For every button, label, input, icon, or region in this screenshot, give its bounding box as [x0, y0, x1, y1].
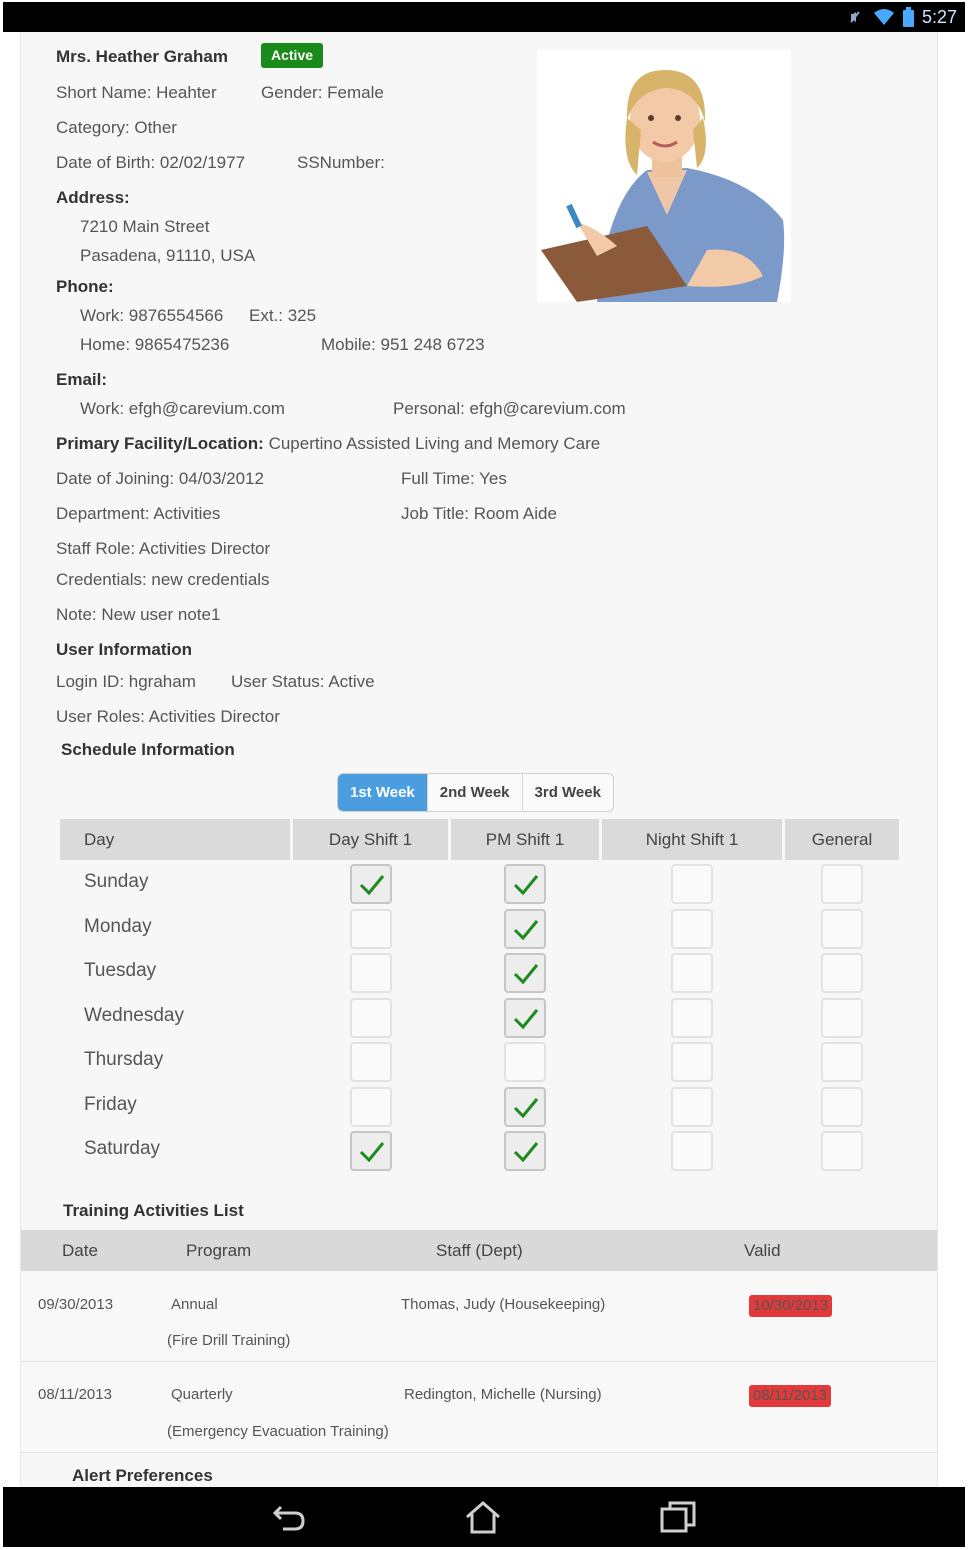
pm-shift-checkbox[interactable]	[504, 953, 546, 993]
date-of-joining: Date of Joining: 04/03/2012	[56, 469, 264, 488]
home-phone: Home: 9865475236	[80, 335, 230, 354]
training-date: 09/30/2013	[38, 1296, 114, 1313]
column-header-day-shift: Day Shift 1	[293, 819, 448, 860]
column-header-program: Program	[186, 1241, 252, 1260]
day-label: Sunday	[84, 871, 149, 892]
pm-shift-checkbox[interactable]	[504, 909, 546, 949]
training-date: 08/11/2013	[38, 1386, 112, 1403]
primary-facility	[56, 434, 600, 454]
night-shift-checkbox[interactable]	[671, 1042, 713, 1082]
valid-badge: 10/30/2013	[749, 1295, 832, 1317]
staff-role: Staff Role: Activities Director	[56, 539, 271, 558]
phone-label: Phone:	[56, 277, 114, 296]
day-shift-checkbox[interactable]	[350, 1131, 392, 1171]
navigation-bar	[3, 1487, 965, 1547]
table-row[interactable]	[21, 1363, 937, 1453]
checkmark-icon	[512, 1095, 540, 1121]
checkmark-icon	[512, 872, 540, 898]
day-label: Thursday	[84, 1049, 164, 1070]
checkmark-icon	[512, 1006, 540, 1032]
profile-photo	[537, 50, 791, 302]
department: Department: Activities	[56, 504, 221, 523]
night-shift-checkbox[interactable]	[671, 998, 713, 1038]
personal-email[interactable]: Personal: efgh@carevium.com	[393, 399, 626, 418]
day-label: Friday	[84, 1094, 137, 1115]
day-label: Monday	[84, 916, 152, 937]
status-badge: Active	[261, 43, 323, 68]
pm-shift-checkbox[interactable]	[504, 1131, 546, 1171]
general-checkbox[interactable]	[821, 909, 863, 949]
day-shift-checkbox[interactable]	[350, 998, 392, 1038]
checkmark-icon	[512, 1139, 540, 1165]
day-label: Wednesday	[84, 1005, 184, 1026]
checkmark-icon	[358, 1139, 386, 1165]
checkmark-icon	[358, 872, 386, 898]
day-shift-checkbox[interactable]	[350, 1087, 392, 1127]
night-shift-checkbox[interactable]	[671, 1087, 713, 1127]
training-program-detail: (Emergency Evacuation Training)	[167, 1423, 389, 1440]
staff-name: Mrs. Heather Graham	[56, 47, 228, 66]
tab-1st-week[interactable]: 1st Week	[338, 774, 428, 811]
column-header-staff: Staff (Dept)	[436, 1241, 523, 1260]
status-icons	[847, 6, 957, 28]
column-header-day: Day	[60, 819, 290, 860]
work-phone: Work: 9876554566	[80, 306, 224, 325]
column-header-general: General	[785, 819, 899, 860]
credentials: Credentials: new credentials	[56, 570, 270, 589]
battery-icon	[903, 7, 914, 27]
checkmark-icon	[512, 961, 540, 987]
wifi-icon	[873, 8, 895, 26]
tab-2nd-week[interactable]: 2nd Week	[428, 774, 523, 811]
training-staff: Thomas, Judy (Housekeeping)	[401, 1296, 606, 1313]
note: Note: New user note1	[56, 605, 221, 624]
day-shift-checkbox[interactable]	[350, 909, 392, 949]
general-checkbox[interactable]	[821, 998, 863, 1038]
day-shift-checkbox[interactable]	[350, 953, 392, 993]
address-line-1: 7210 Main Street	[80, 217, 210, 236]
general-checkbox[interactable]	[821, 864, 863, 904]
schedule-title: Schedule Information	[61, 740, 235, 759]
night-shift-checkbox[interactable]	[671, 1131, 713, 1171]
address-label: Address:	[56, 188, 130, 207]
day-shift-checkbox[interactable]	[350, 864, 392, 904]
pm-shift-checkbox[interactable]	[504, 998, 546, 1038]
day-label: Saturday	[84, 1138, 161, 1159]
alert-preferences-label: Alert Preferences	[72, 1466, 213, 1485]
training-program-detail: (Fire Drill Training)	[167, 1332, 291, 1349]
tab-3rd-week[interactable]: 3rd Week	[534, 784, 601, 801]
home-icon[interactable]	[463, 1499, 503, 1535]
user-info-label: User Information	[56, 640, 193, 659]
address-line-2: Pasadena, 91110, USA	[80, 246, 256, 265]
column-header-valid: Valid	[744, 1241, 781, 1260]
clock: 5:27	[921, 6, 957, 27]
email-label: Email:	[56, 370, 108, 389]
table-row[interactable]	[21, 1272, 937, 1362]
general-checkbox[interactable]	[821, 1042, 863, 1082]
training-program: Quarterly	[171, 1386, 233, 1403]
general-checkbox[interactable]	[821, 1131, 863, 1171]
column-header-date: Date	[62, 1241, 98, 1260]
training-table-header	[21, 1230, 937, 1271]
category: Category: Other	[56, 118, 177, 137]
ssn: SSNumber:	[297, 153, 385, 172]
staff-profile-page	[20, 32, 938, 1487]
column-header-night-shift: Night Shift 1	[602, 819, 782, 860]
short-name: Short Name: Heahter	[56, 83, 217, 102]
user-roles: User Roles: Activities Director	[56, 707, 280, 726]
valid-badge: 08/11/2013	[749, 1385, 831, 1407]
pm-shift-checkbox[interactable]	[504, 1042, 546, 1082]
pm-shift-checkbox[interactable]	[504, 864, 546, 904]
week-tabs	[337, 773, 614, 812]
pm-shift-checkbox[interactable]	[504, 1087, 546, 1127]
recent-apps-icon[interactable]	[658, 1499, 698, 1535]
training-title: Training Activities List	[63, 1201, 244, 1220]
gender: Gender: Female	[261, 83, 384, 102]
night-shift-checkbox[interactable]	[671, 909, 713, 949]
date-of-birth: Date of Birth: 02/02/1977	[56, 153, 246, 172]
user-status: User Status: Active	[231, 672, 375, 691]
facility-label: Primary Facility/Location:	[56, 434, 264, 453]
mute-icon	[847, 8, 865, 26]
facility-value: Cupertino Assisted Living and Memory Care	[263, 434, 601, 453]
night-shift-checkbox[interactable]	[671, 864, 713, 904]
general-checkbox[interactable]	[821, 1087, 863, 1127]
training-program: Annual	[171, 1296, 218, 1313]
full-time: Full Time: Yes	[401, 469, 507, 488]
work-email[interactable]: Work: efgh@carevium.com	[80, 399, 285, 418]
day-shift-checkbox[interactable]	[350, 1042, 392, 1082]
training-staff: Redington, Michelle (Nursing)	[404, 1386, 602, 1403]
night-shift-checkbox[interactable]	[671, 953, 713, 993]
column-header-pm-shift: PM Shift 1	[451, 819, 599, 860]
checkmark-icon	[512, 917, 540, 943]
general-checkbox[interactable]	[821, 953, 863, 993]
back-icon[interactable]	[269, 1499, 309, 1535]
job-title: Job Title: Room Aide	[401, 504, 557, 523]
login-id: Login ID: hgraham	[56, 672, 196, 691]
status-bar	[3, 2, 965, 32]
mobile-phone: Mobile: 951 248 6723	[321, 335, 485, 354]
day-label: Tuesday	[84, 960, 157, 981]
phone-ext: Ext.: 325	[249, 306, 317, 325]
